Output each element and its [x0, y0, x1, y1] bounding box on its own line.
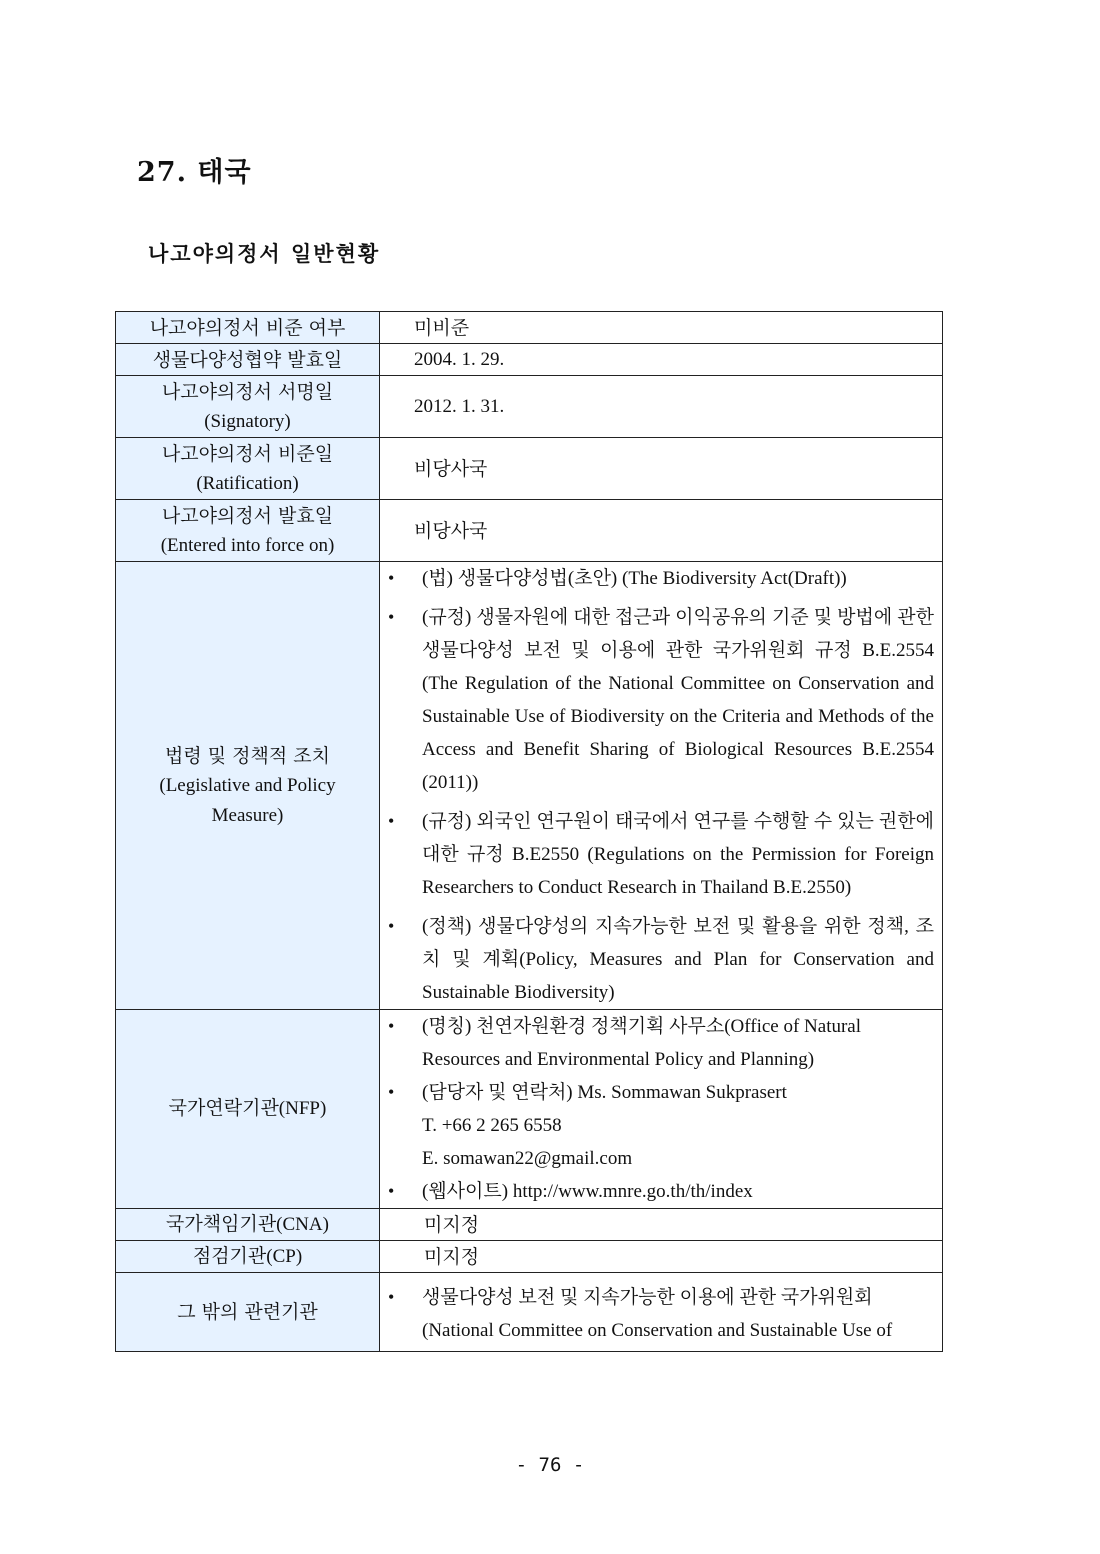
table-row-signatory	[116, 376, 943, 438]
value-nfp	[380, 1010, 943, 1209]
nfp-contact: • (담당자 및 연락처) Ms. Sommawan Sukprasert	[422, 1082, 787, 1103]
label-nfp: 국가연락기관(NFP)	[116, 1010, 380, 1209]
label-ratification-status: 나고야의정서 비준 여부	[116, 312, 380, 344]
table-row-cna	[116, 1209, 943, 1241]
list-item	[380, 1076, 934, 1175]
value-legislative	[380, 562, 943, 1010]
value-cna: 미지정	[380, 1209, 943, 1241]
table-row-ratification-status	[116, 312, 943, 344]
list-item: • (정책) 생물다양성의 지속가능한 보전 및 활용을 위한 정책, 조치 및 계획(Policy, Measures and Plan for Conservation and Sustainable Biodiversity)	[380, 910, 934, 1009]
nfp-name-line1: • (명칭) 천연자원환경 정책기획 사무소(Office of Natural	[422, 1016, 862, 1037]
nfp-email: E. somawan22@gmail.com	[422, 1148, 633, 1169]
label-signatory-ko: 나고야의정서 서명일	[161, 380, 334, 403]
label-cbd-effective: 생물다양성협약 발효일	[116, 344, 380, 376]
nfp-phone: T. +66 2 265 6558	[422, 1115, 562, 1136]
value-ratification-status: 미비준	[380, 312, 943, 344]
table-row-cbd-effective	[116, 344, 943, 376]
nagoya-status-table	[115, 311, 943, 1352]
label-legislative	[116, 562, 380, 1010]
others-line2: (National Committee on Conservation and Sustainable Use of	[422, 1320, 893, 1341]
list-item	[380, 1175, 934, 1208]
label-legislative-ko: 법령 및 정책적 조치	[165, 744, 330, 767]
section-title: 27. 태국	[137, 157, 252, 188]
label-legislative-en2: Measure)	[211, 804, 284, 826]
label-cna: 국가책임기관(CNA)	[116, 1209, 380, 1241]
label-others: 그 밖의 관련기관	[116, 1273, 380, 1352]
table-row-cp	[116, 1241, 943, 1273]
page-number: - 76 -	[515, 1454, 585, 1476]
label-entry-into-force	[116, 500, 380, 562]
nfp-website: (웹사이트) http://www.mnre.go.th/th/index	[422, 1181, 753, 1202]
list-item: • (법) 생물다양성법(초안) (The Biodiversity Act(Draft))	[380, 562, 934, 595]
label-entry-into-force-en: (Entered into force on)	[160, 534, 335, 556]
value-signatory: 2012. 1. 31.	[380, 376, 943, 438]
label-ratification-en: (Ratification)	[196, 472, 299, 494]
nfp-name-line2: Resources and Environmental Policy and Planning)	[422, 1049, 815, 1070]
table-row-entry-into-force	[116, 500, 943, 562]
list-item: • (규정) 외국인 연구원이 태국에서 연구를 수행할 수 있는 권한에 대한 규정 B.E2550 (Regulations on the Permission for Foreign Researchers to Conduct Research in Thailand B.E.2550)	[380, 805, 934, 904]
value-ratification: 비당사국	[380, 438, 943, 500]
value-cbd-effective: 2004. 1. 29.	[380, 344, 943, 376]
others-line1: • 생물다양성 보전 및 지속가능한 이용에 관한 국가위원회	[422, 1287, 873, 1308]
subsection-title: 나고야의정서 일반현황	[148, 241, 381, 266]
table-row-legislative	[116, 562, 943, 1010]
label-ratification	[116, 438, 380, 500]
value-entry-into-force: 비당사국	[380, 500, 943, 562]
value-cp: 미지정	[380, 1241, 943, 1273]
label-entry-into-force-ko: 나고야의정서 발효일	[161, 504, 334, 527]
list-item: • (규정) 생물자원에 대한 접근과 이익공유의 기준 및 방법에 관한 생물다양성 보전 및 이용에 관한 국가위원회 규정 B.E.2554 (The Regulation of the National Committee on Conservation and Sustainable Use of Biodiversity on the Criteria and Methods of the Access and Benefit Sharing of Biological Resources B.E.2554 (2011))	[380, 601, 934, 799]
table-row-nfp	[116, 1010, 943, 1209]
table-row-ratification	[116, 438, 943, 500]
list-item	[380, 1010, 934, 1076]
label-cp: 점검기관(CP)	[116, 1241, 380, 1273]
value-others	[380, 1273, 943, 1352]
label-signatory-en: (Signatory)	[204, 410, 291, 432]
list-item	[380, 1281, 934, 1347]
label-signatory	[116, 376, 380, 438]
table-row-others	[116, 1273, 943, 1352]
label-legislative-en1: (Legislative and Policy	[159, 774, 336, 796]
label-ratification-ko: 나고야의정서 비준일	[161, 442, 334, 465]
